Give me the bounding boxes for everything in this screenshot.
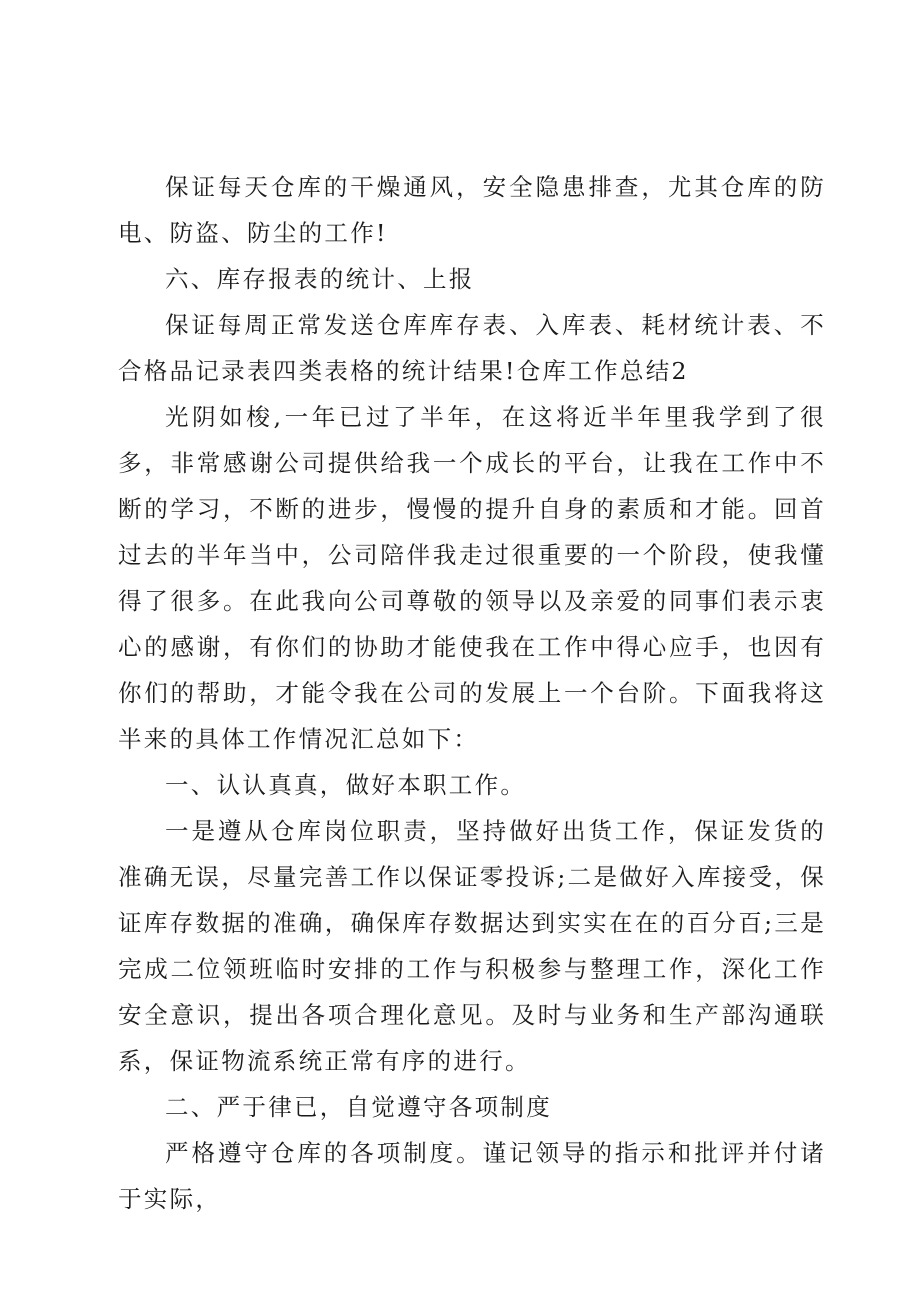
section-heading-discipline: 二、严于律已，自觉遵守各项制度 — [165, 1093, 552, 1121]
paragraph-duties-details: 一是遵从仓库岗位职责，坚持做好出货工作，保证发货的准确无误，尽量完善工作以保证零投诉;二是做好入库接受，保证库存数据的准确，确保库存数据达到实实在在的百分百;三是完成二位领班临时安排的工作与积极参与整理工作，深化工作安全意识，提出各项合理化意见。及时与业务和生产部沟通联系，保证物流系统正常有序的进行。 — [118, 817, 826, 1075]
section-heading-inventory-report: 六、库存报表的统计、上报 — [165, 265, 475, 293]
paragraph-rules: 严格遵守仓库的各项制度。谨记领导的指示和批评并付诸于实际， — [118, 1139, 826, 1213]
paragraph-warehouse-safety: 保证每天仓库的干燥通风，安全隐患排查，尤其仓库的防电、防盗、防尘的工作! — [118, 173, 826, 247]
paragraph-weekly-report: 保证每周正常发送仓库库存表、入库表、耗材统计表、不合格品记录表四类表格的统计结果!仓库工作总结2 — [118, 311, 826, 385]
section-heading-duties: 一、认认真真，做好本职工作。 — [165, 771, 527, 799]
paragraph-half-year-intro: 光阴如梭,一年已过了半年，在这将近半年里我学到了很多，非常感谢公司提供给我一个成长的平台，让我在工作中不断的学习，不断的进步，慢慢的提升自身的素质和才能。回首过去的半年当中，公司陪伴我走过很重要的一个阶段，使我懂得了很多。在此我向公司尊敬的领导以及亲爱的同事们表示衷心的感谢，有你们的协助才能使我在工作中得心应手，也因有你们的帮助，才能令我在公司的发展上一个台阶。下面我将这半来的具体工作情况汇总如下： — [118, 403, 826, 753]
document-body — [118, 164, 826, 1222]
